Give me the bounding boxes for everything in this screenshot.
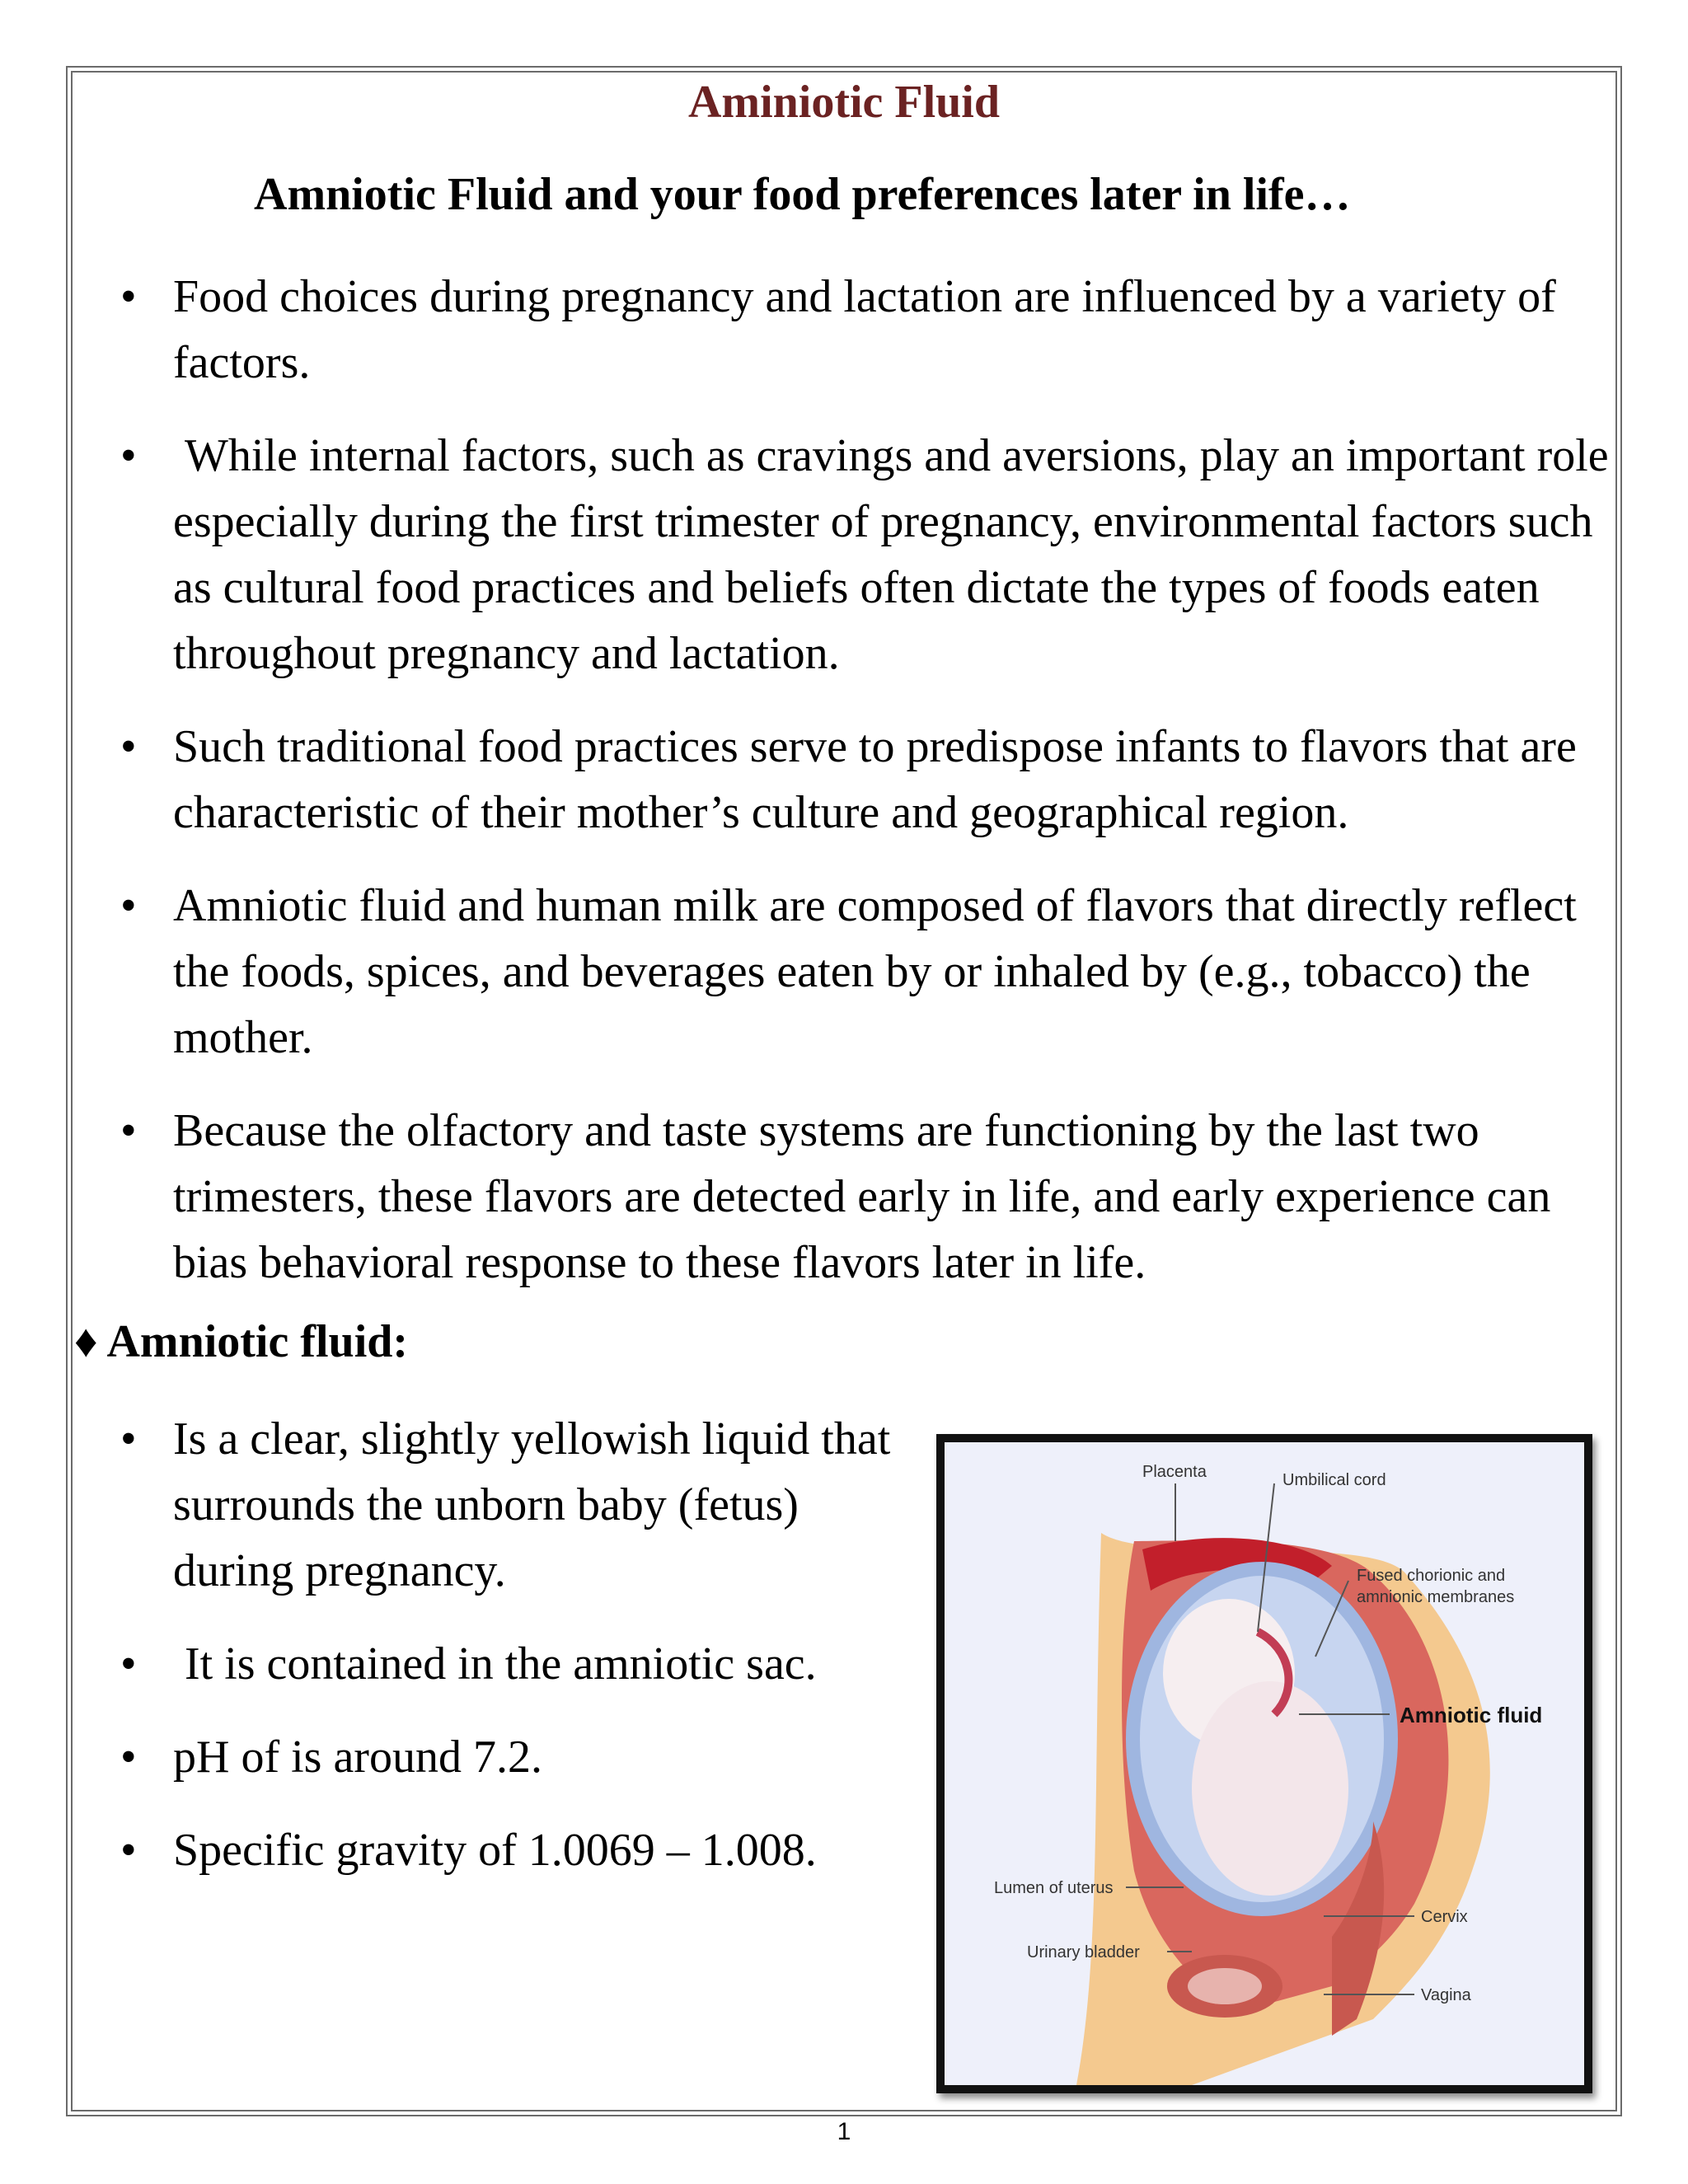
page-subtitle: Amniotic Fluid and your food preferences later in life…: [254, 169, 1351, 220]
list-item: [120, 423, 1620, 687]
section-bullet-list: [120, 1406, 898, 1910]
section-heading: ♦ Amniotic fluid:: [74, 1316, 409, 1367]
label-umbilical-cord: Umbilical cord: [1282, 1471, 1386, 1489]
label-placenta: Placenta: [1142, 1463, 1207, 1481]
uterus-illustration: [945, 1442, 1584, 2085]
bullet-text: Food choices during pregnancy and lactation are influenced by a variety of factors.: [173, 271, 1556, 388]
list-item: [120, 264, 1615, 396]
bullet-text: It is contained in the amniotic sac.: [173, 1638, 817, 1690]
bullet-icon: •: [120, 880, 137, 931]
label-membranes-line1: Fused chorionic and: [1357, 1567, 1506, 1585]
list-item: [120, 1406, 898, 1604]
bullet-icon: •: [120, 1638, 137, 1690]
list-item: [120, 873, 1615, 1071]
label-membranes-line2: amnionic membranes: [1357, 1588, 1515, 1606]
uterus-diagram: [936, 1434, 1592, 2093]
bullet-icon: •: [120, 1825, 137, 1876]
list-item: [120, 1817, 898, 1883]
list-item: [120, 1724, 898, 1790]
list-item: [120, 714, 1615, 846]
list-item: [120, 1631, 898, 1697]
bullet-text: Such traditional food practices serve to predispose infants to flavors that are characteristic of their mother’s culture and geographical region.: [173, 721, 1577, 838]
bladder-lumen: [1188, 1968, 1262, 2004]
bullet-text: Amniotic fluid and human milk are composed of flavors that directly reflect the foods, spices, and beverages eaten by or inhaled by (e.g., tobacco) the mother.: [173, 880, 1577, 1063]
bullet-icon: •: [120, 1105, 137, 1156]
bullet-icon: •: [120, 1732, 137, 1783]
label-lumen: Lumen of uterus: [994, 1879, 1114, 1897]
list-item: [120, 1098, 1615, 1296]
bullet-icon: •: [120, 721, 137, 772]
bullet-text: pH of is around 7.2.: [173, 1732, 542, 1783]
bullet-list: [120, 264, 1620, 1323]
bullet-text: Is a clear, slightly yellowish liquid that surrounds the unborn baby (fetus) during pregnancy.: [173, 1413, 891, 1596]
page-number: 1: [837, 2118, 851, 2145]
label-bladder: Urinary bladder: [1027, 1943, 1140, 1961]
bullet-text: Because the olfactory and taste systems are functioning by the last two trimesters, these flavors are detected early in life, and early experience can bias behavioral response to these flavors later in life.: [173, 1105, 1551, 1288]
bullet-icon: •: [120, 271, 137, 322]
bullet-icon: •: [120, 430, 137, 481]
label-amniotic-fluid: Amniotic fluid: [1400, 1703, 1543, 1727]
label-cervix: Cervix: [1421, 1908, 1468, 1926]
label-vagina: Vagina: [1421, 1986, 1471, 2004]
page-title: Aminiotic Fluid: [687, 77, 1001, 128]
bullet-text: While internal factors, such as cravings and aversions, play an important role especially during the first trimester of pregnancy, environmental factors such as cultural food practices and beliefs often dictate the types of foods eaten throughout pregnancy and lactation.: [173, 430, 1620, 679]
bullet-icon: •: [120, 1413, 137, 1465]
bullet-text: Specific gravity of 1.0069 – 1.008.: [173, 1825, 817, 1876]
